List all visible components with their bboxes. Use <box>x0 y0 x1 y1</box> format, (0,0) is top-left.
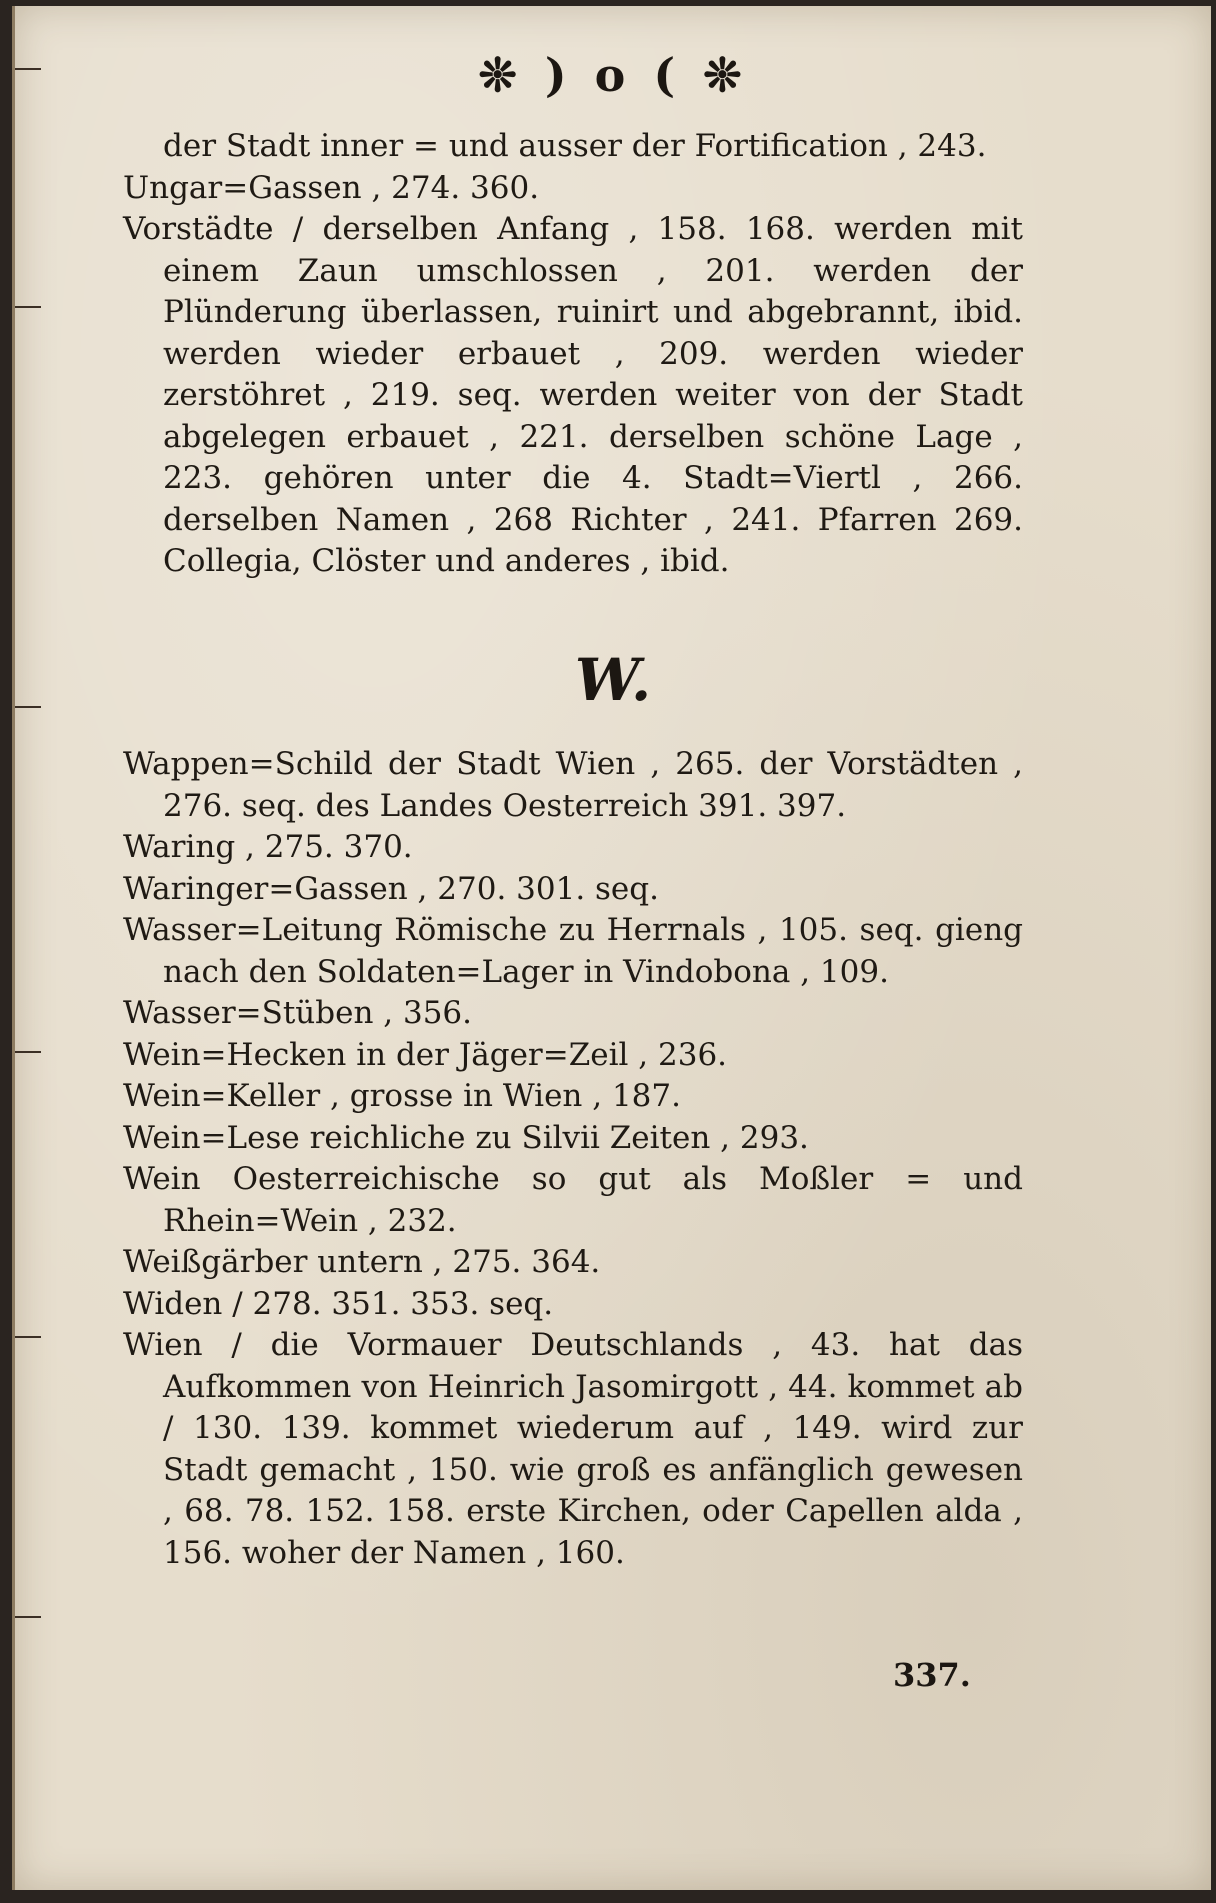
index-entry: Wasser=Leitung Römische zu Herrnals , 105. seq. gieng nach den Soldaten=Lager in Vindobona , 109. <box>123 912 1023 990</box>
index-entry: der Stadt inner = und ausser der Fortification , 243. <box>163 128 987 164</box>
section-heading-w: W. <box>574 646 652 714</box>
index-entry: Wein Oesterreichische so gut als Moßler = und Rhein=Wein , 232. <box>123 1161 1023 1239</box>
index-entry: Waring , 275. 370. <box>123 829 413 865</box>
index-entry: Wein=Lese reichliche zu Silvii Zeiten , 293. <box>123 1119 809 1156</box>
index-block-v <box>123 126 1023 583</box>
index-entry: Ungar=Gassen , 274. 360. <box>123 169 540 206</box>
page-header-ornament: ❊ ) o ( ❊ <box>478 48 748 102</box>
index-entry: Weißgärber untern , 275. 364. <box>123 1244 601 1280</box>
index-entry: Wein=Hecken in der Jäger=Zeil , 236. <box>123 1036 728 1073</box>
page-number: 337. <box>893 1656 971 1694</box>
index-entry: Wein=Keller , grosse in Wien , 187. <box>123 1078 681 1114</box>
index-entry: Widen / 278. 351. 353. seq. <box>123 1285 554 1322</box>
book-page <box>12 6 1211 1890</box>
index-entry: Vorstädte / derselben Anfang , 158. 168. werden mit einem Zaun umschlossen , 201. werden der Plünderung überlassen, ruinirt und abgebrannt, ibid. werden wieder erbauet , 209. werden wieder zerstöhret , 219. seq. werden weiter von der Stadt abgelegen erbauet , 221. derselben schöne Lage , 223. gehören unter die 4. Stadt=Viertl , 266. derselben Namen , 268 Richter , 241. Pfarren 269. Collegia, Clöster und anderes , ibid. <box>123 211 1023 579</box>
index-entry: Waringer=Gassen , 270. 301. seq. <box>123 870 659 907</box>
index-entry: Wasser=Stüben , 356. <box>123 995 473 1031</box>
index-entry: Wien / die Vormauer Deutschlands , 43. hat das Aufkommen von Heinrich Jasomirgott , 44. kommet ab / 130. 139. kommet wiederum auf , 149. wird zur Stadt gemacht , 150. wie groß es anfänglich gewesen , 68. 78. 152. 158. erste Kirchen, oder Capellen alda , 156. woher der Namen , 160. <box>123 1327 1023 1571</box>
index-block-w <box>123 744 1023 1574</box>
index-entry: Wappen=Schild der Stadt Wien , 265. der Vorstädten , 276. seq. des Landes Oesterreich 391. 397. <box>123 746 1023 824</box>
